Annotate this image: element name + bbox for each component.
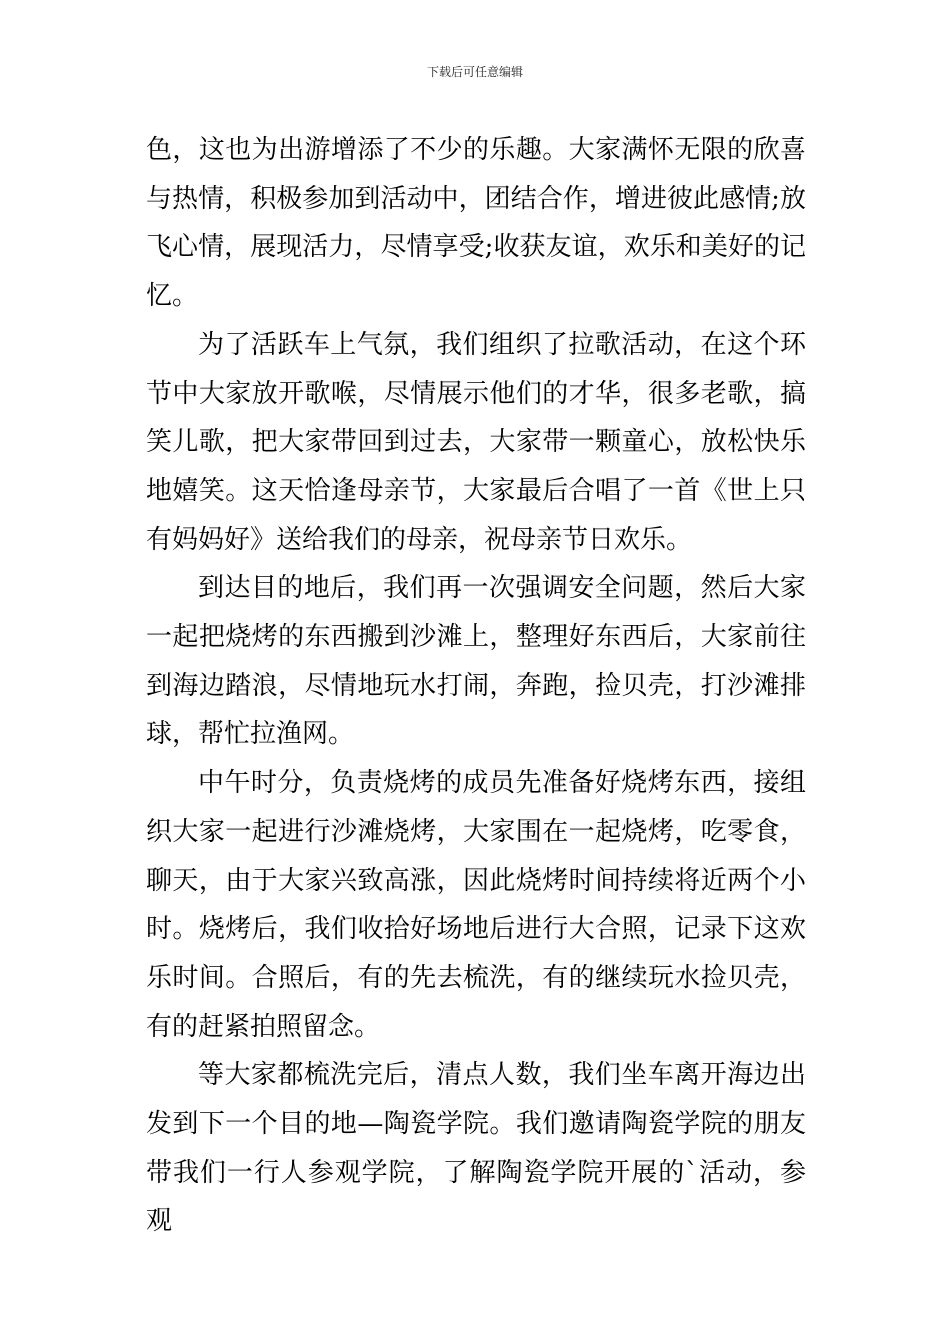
paragraph: 中午时分，负责烧烤的成员先准备好烧烤东西，接组织大家一起进行沙滩烧烤，大家围在一起烧烤，吃零食，聊天，由于大家兴致高涨，因此烧烤时间持续将近两个小时。烧烤后，我们收拾好场地后进行大合照，记录下这欢乐时间。合照后，有的先去梳洗，有的继续玩水捡贝壳，有的赶紧拍照留念。 (146, 768, 806, 1042)
paragraph: 等大家都梳洗完后，清点人数，我们坐车离开海边出发到下一个目的地—陶瓷学院。我们邀请陶瓷学院的朋友带我们一行人参观学院，了解陶瓷学院开展的`活动，参观 (146, 1060, 806, 1237)
document-body (146, 126, 806, 1246)
paragraph: 到达目的地后，我们再一次强调安全问题，然后大家一起把烧烤的东西搬到沙滩上，整理好东西后，大家前往到海边踏浪，尽情地玩水打闹，奔跑，捡贝壳，打沙滩排球，帮忙拉渔网。 (146, 573, 806, 750)
page-header: 下载后可任意编辑 (426, 65, 523, 79)
paragraph: 色，这也为出游增添了不少的乐趣。大家满怀无限的欣喜与热情，积极参加到活动中，团结合作，增进彼此感情;放飞心情，展现活力，尽情享受;收获友谊，欢乐和美好的记忆。 (146, 135, 806, 312)
paragraph: 为了活跃车上气氛，我们组织了拉歌活动，在这个环节中大家放开歌喉，尽情展示他们的才华，很多老歌，搞笑儿歌，把大家带回到过去，大家带一颗童心，放松快乐地嬉笑。这天恰逢母亲节，大家最后合唱了一首《世上只有妈妈好》送给我们的母亲，祝母亲节日欢乐。 (146, 329, 806, 555)
